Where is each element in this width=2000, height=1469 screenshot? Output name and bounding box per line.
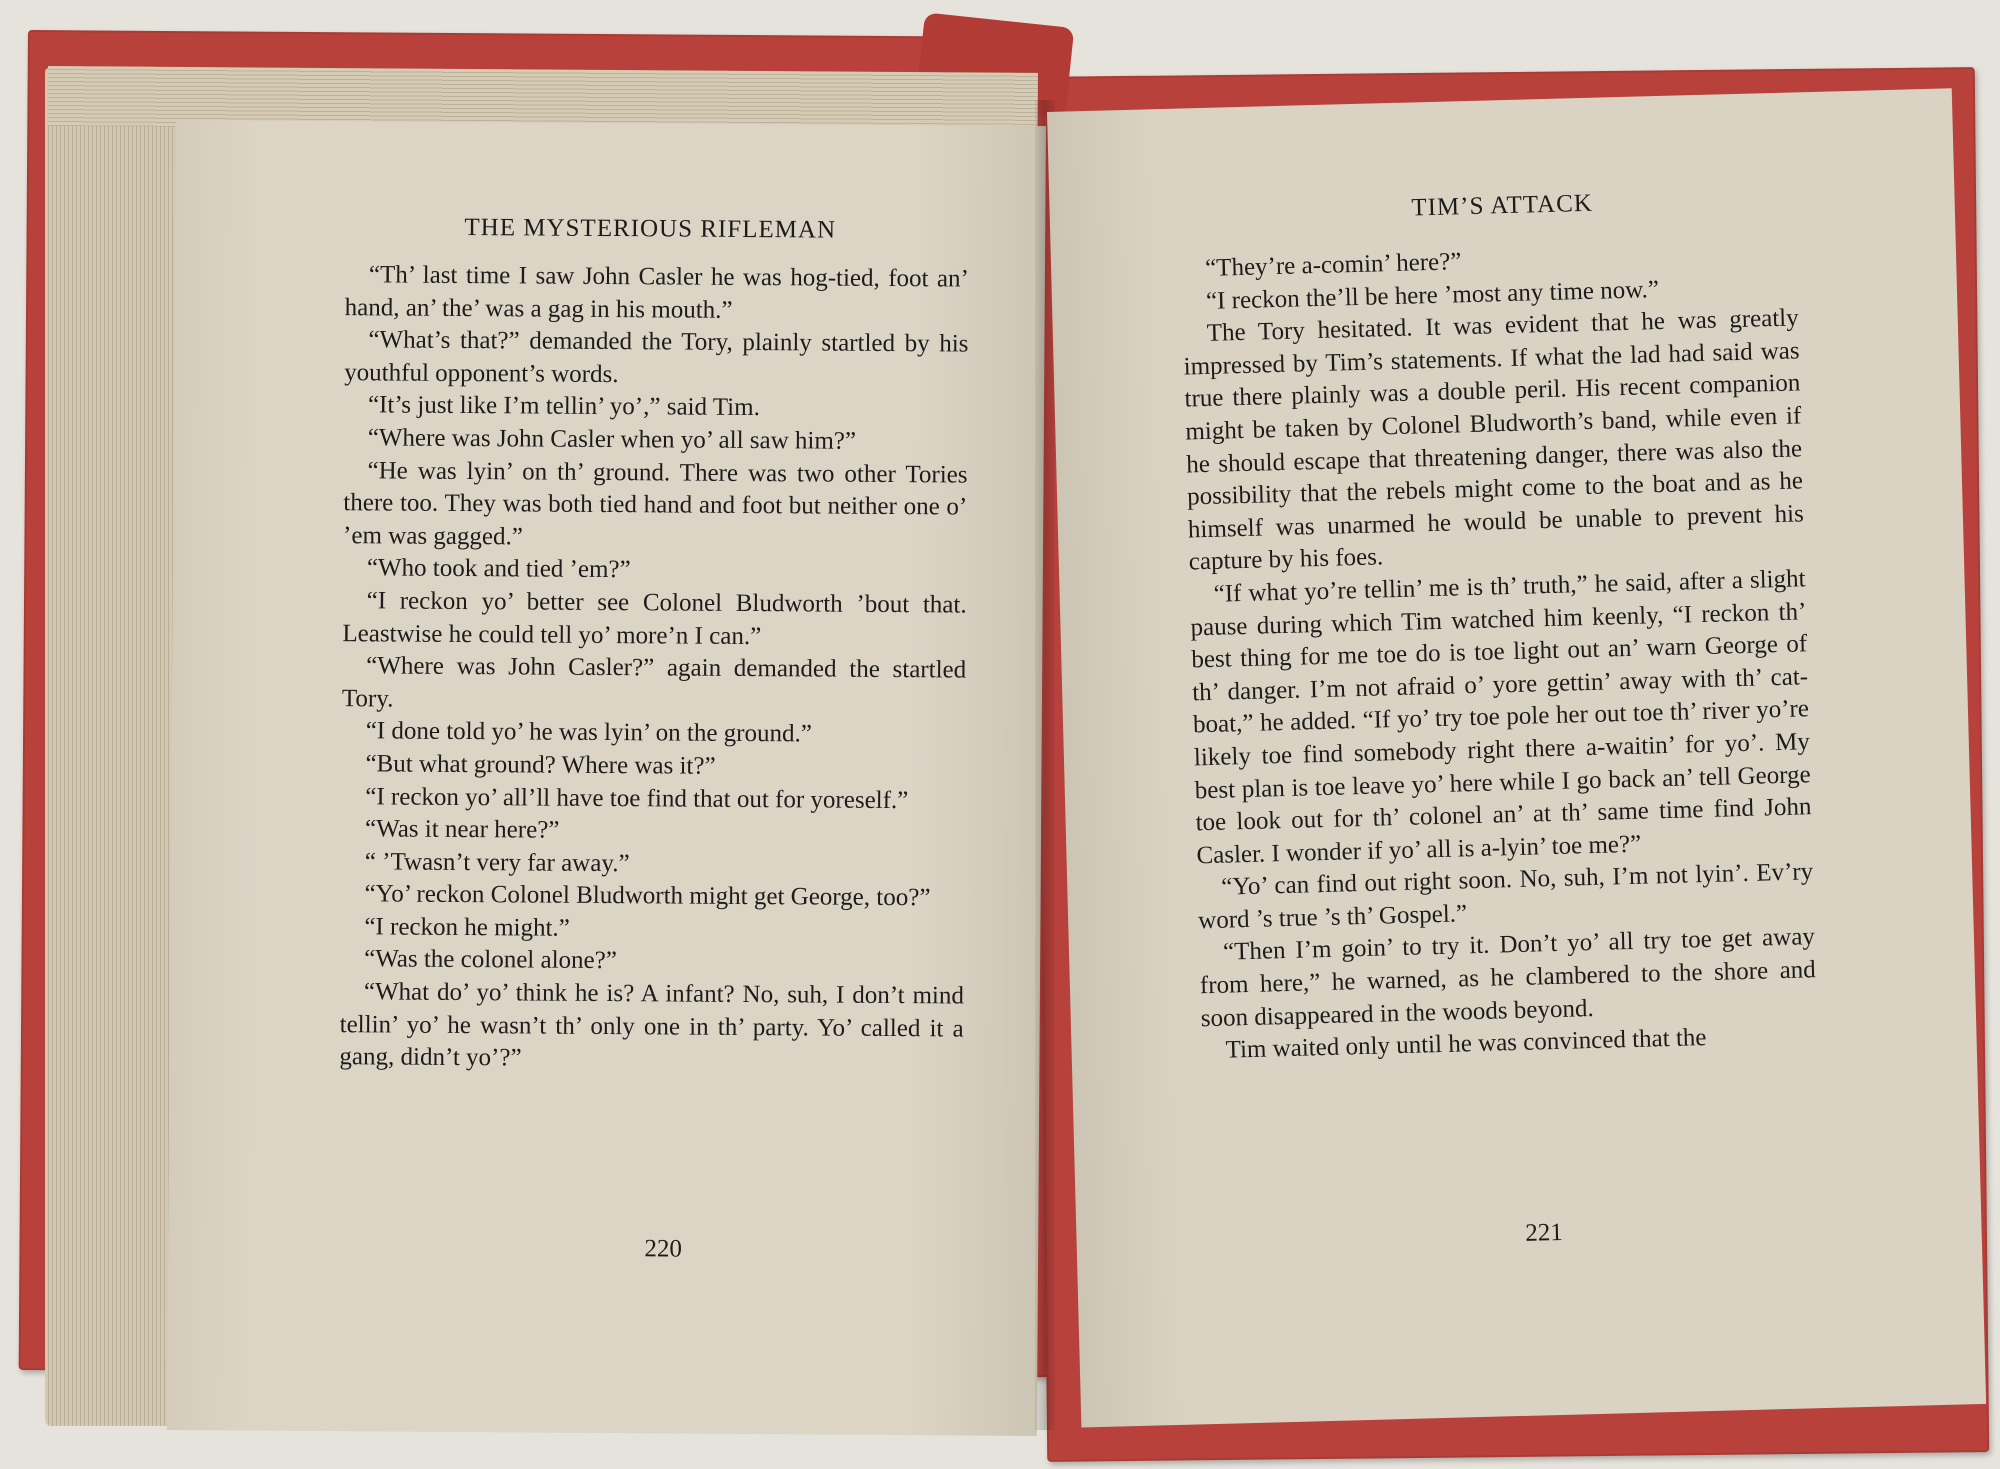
- paragraph: “ ’Twasn’t very far away.”: [364, 848, 630, 877]
- paragraph: “I done told yo’ he was lyin’ on the ground.”: [365, 717, 813, 748]
- paragraph: “Was it near here?”: [364, 815, 560, 844]
- page-number-right: 221: [1524, 1218, 1564, 1247]
- paragraph: “Who took and tied ’em?”: [366, 554, 631, 584]
- paragraph: “I reckon he might.”: [364, 913, 570, 942]
- page-number-left: 220: [644, 1235, 682, 1263]
- paragraph: “If what yo’re tellin’ me is th’ truth,” he said, after a slight pause during which Tim watched him keenly, “I reckon th’ best thing for me toe do is toe light out an’ warn George of th’ danger. I’m not afraid o’ yore gettin’ away with th’ cat-boat,” he added. “If yo’ try toe pole her out toe th’ river yo’re likely toe find somebody right there a-waitin’ for yo’. My best plan is toe leave yo’ here while I go back an’ tell George toe look out for th’ colonel an’ at th’ same time find John Casler. I wonder if yo’ all is a-lyin’ toe me?”: [1190, 565, 1812, 870]
- paragraph: “Th’ last time I saw John Casler he was hog-tied, foot an’ hand, an’ the’ was a gag in his mouth.”: [344, 261, 970, 324]
- running-head-right: TIM’S ATTACK: [1411, 189, 1594, 222]
- right-page: [1047, 88, 1986, 1427]
- paragraph: “Was the colonel alone?”: [364, 945, 617, 975]
- paragraph: Tim waited only until he was convinced that the: [1225, 1024, 1707, 1064]
- paragraph: “They’re a-comin’ here?”: [1204, 248, 1462, 282]
- paragraph: “I reckon yo’ all’ll have toe find that out for yoreself.”: [365, 782, 909, 814]
- paragraph: “Yo’ reckon Colonel Bludworth might get George, too?”: [364, 880, 931, 912]
- paragraph: “What’s that?” demanded the Tory, plainly startled by his youthful opponent’s words.: [344, 326, 969, 388]
- right-page-text: [1181, 237, 1818, 1068]
- paragraph: “What do’ yo’ think he is? A infant? No, suh, I don’t mind tellin’ yo’ he wasn’t th’ only one in th’ party. Yo’ called it a gang, didn’t yo’?”: [339, 978, 964, 1072]
- paragraph: “Where was John Casler when yo’ all saw him?”: [367, 424, 857, 455]
- paragraph: “But what ground? Where was it?”: [365, 750, 716, 780]
- left-page: [167, 120, 1046, 1436]
- paragraph: “I reckon the’ll be here ’most any time now.”: [1205, 275, 1660, 315]
- paragraph: “He was lyin’ on th’ ground. There was two other Tories there too. They was both tied hand and foot but neither one o’ ’em was gagged.”: [343, 456, 968, 551]
- paragraph: “Then I’m goin’ to try it. Don’t yo’ all try toe get away from here,” he warned, as he clambered to the shore and soon disappeared in the woods beyond.: [1199, 923, 1817, 1032]
- paragraph: The Tory hesitated. It was evident that he was greatly impressed by Tim’s statements. If what the lad had said was true there plainly was a double peril. His recent companion might be taken by Colonel Bludworth’s band, while even if he should escape that threatening danger, there was also the possibility that the rebels might come to the boat and as he himself was unarmed he would be unable to prevent his capture by his foes.: [1183, 304, 1805, 576]
- paragraph: “It’s just like I’m tellin’ yo’,” said Tim.: [367, 391, 760, 422]
- paragraph: “Where was John Casler?” again demanded the startled Tory.: [341, 652, 967, 713]
- paragraph: “Yo’ can find out right soon. No, suh, I’m not lyin’. Ev’ry word ’s true ’s th’ Gospel.”: [1197, 858, 1814, 935]
- left-page-text: [339, 259, 969, 1078]
- paragraph: “I reckon yo’ better see Colonel Bludworth ’bout that. Leastwise he could tell yo’ more’n I can.”: [342, 587, 967, 650]
- running-head-left: THE MYSTERIOUS RIFLEMAN: [464, 214, 837, 244]
